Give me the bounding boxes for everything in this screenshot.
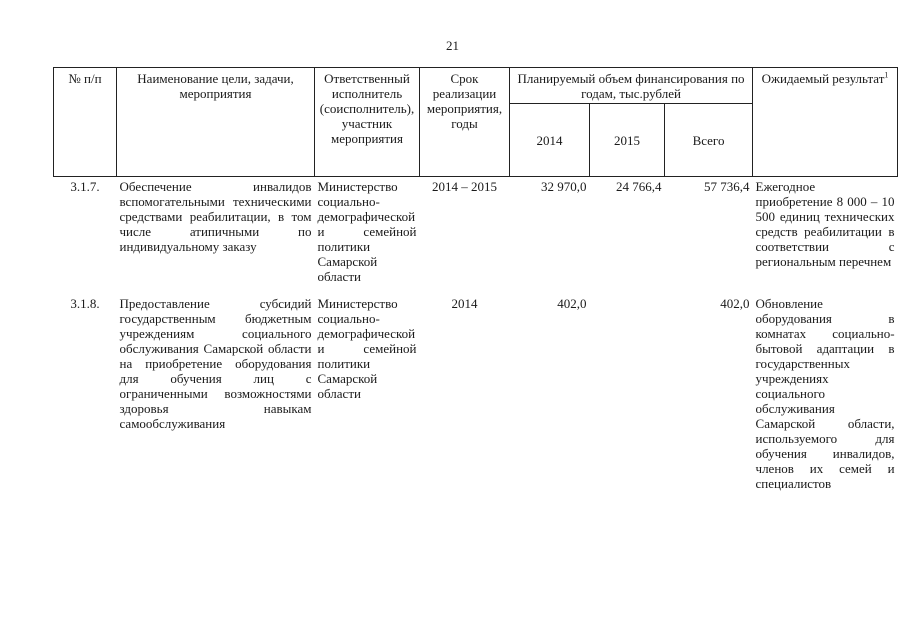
header-finance: Планируемый объем финансирования по годам, тыс.рублей bbox=[510, 68, 753, 104]
header-executor: Ответственный исполнитель (соисполнитель), участник мероприятия bbox=[315, 68, 420, 177]
table-row bbox=[54, 177, 898, 291]
row-result: Ежегодное приобретение 8 000 – 10 500 единиц технических средств реабилитации в соответствии с региональным перечнем bbox=[755, 179, 895, 269]
row-2014: 32 970,0 bbox=[541, 179, 587, 194]
row-total: 57 736,4 bbox=[704, 179, 750, 194]
row-name: Обеспечение инвалидов вспомогательными техническими средствами реабилитации, в том числе атипичными по индивидуальному заказу bbox=[119, 179, 312, 254]
header-name: Наименование цели, задачи, мероприятия bbox=[117, 68, 315, 177]
header-result-footnote: 1 bbox=[884, 70, 889, 80]
header-result-text: Ожидаемый результат bbox=[761, 71, 885, 86]
row-name: Предоставление субсидий государственным бюджетным учреждениям социального обслуживания Самарской области на приобретение оборудования для обучения лиц с ограниченными возможностями здоровья навыкам самообслуживания bbox=[119, 296, 312, 431]
row-total: 402,0 bbox=[720, 296, 750, 311]
row-term: 2014 – 2015 bbox=[432, 179, 497, 194]
header-term: Срок реализации мероприятия, годы bbox=[420, 68, 510, 177]
page-number: 21 bbox=[446, 38, 459, 53]
header-year-2014: 2014 bbox=[510, 104, 590, 177]
row-executor: Министерство социально-демографической и семейной политики Самарской области bbox=[317, 296, 417, 401]
row-2015: 24 766,4 bbox=[616, 179, 662, 194]
row-executor: Министерство социально-демографической и семейной политики Самарской области bbox=[317, 179, 417, 284]
table-row bbox=[54, 290, 898, 491]
row-result: Обновление оборудования в комнатах социально-бытовой адаптации в государственных учреждениях социального обслуживания Самарской области, используемого для обучения инвалидов, членов их семей и специалистов bbox=[755, 296, 895, 491]
header-num: № п/п bbox=[54, 68, 117, 177]
row-term: 2014 bbox=[451, 296, 478, 311]
header-year-2015: 2015 bbox=[590, 104, 665, 177]
header-result bbox=[753, 68, 898, 177]
row-2015 bbox=[590, 290, 665, 491]
header-total: Всего bbox=[665, 104, 753, 177]
row-2014: 402,0 bbox=[557, 296, 587, 311]
row-num: 3.1.7. bbox=[70, 179, 100, 194]
program-table bbox=[53, 67, 898, 491]
row-num: 3.1.8. bbox=[70, 296, 100, 311]
